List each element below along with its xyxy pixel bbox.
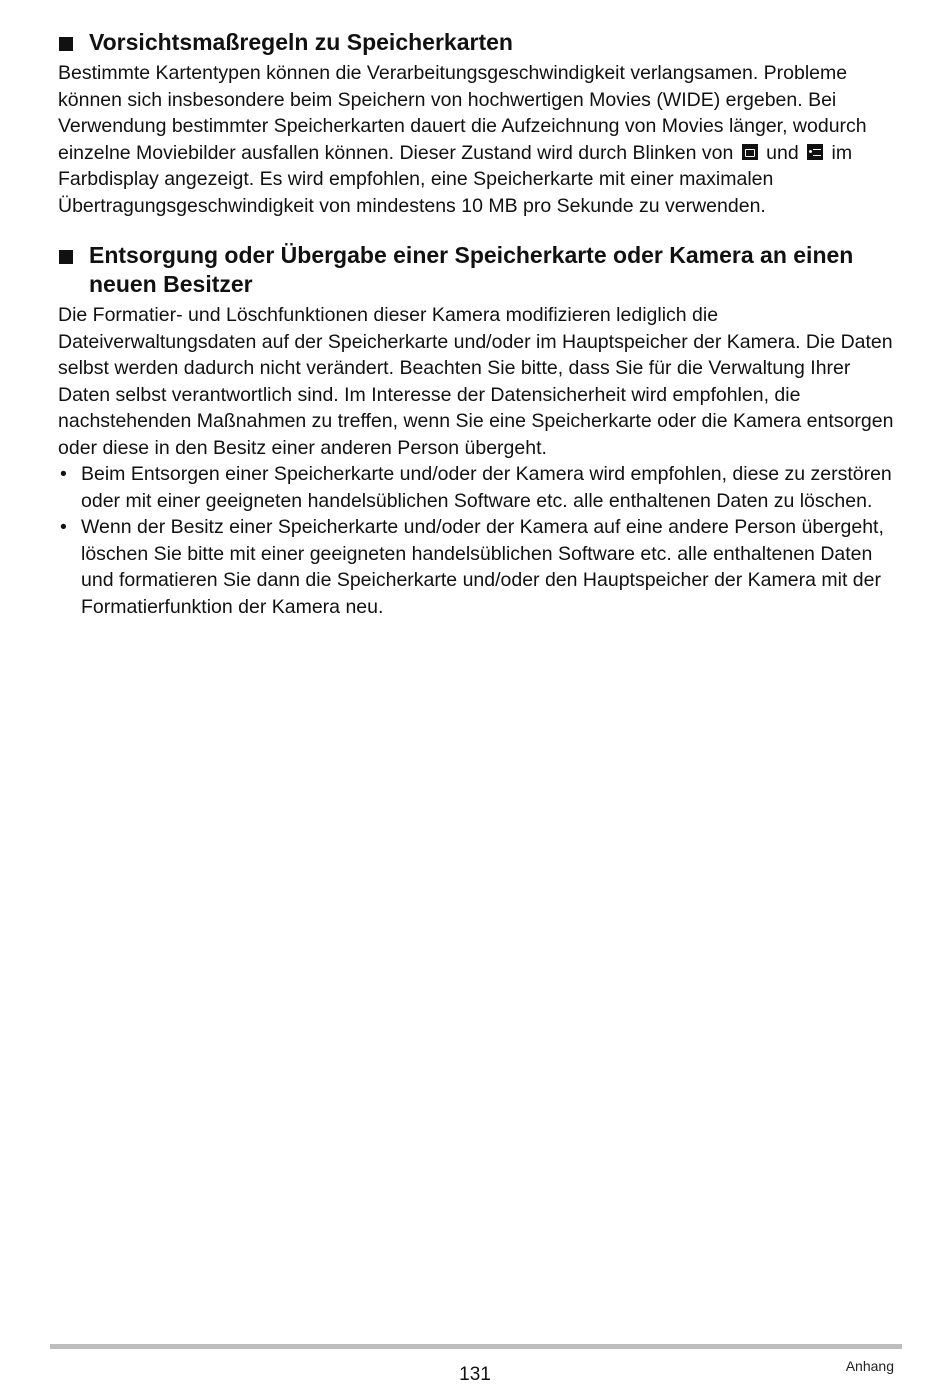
list-item-text: Beim Entsorgen einer Speicherkarte und/oder der Kamera wird empfohlen, diese zu zerstören oder mit einer geeigneten handelsüblichen Software etc. alle enthaltenen Daten zu löschen. xyxy=(81,463,892,512)
section-body: Die Formatier- und Löschfunktionen dieser Kamera modifizieren lediglich die Dateiverwaltungsdaten auf der Speicherkarte und/oder im Hauptspeicher der Kamera. Die Daten selbst werden dadurch nicht verändert. Beachten Sie bitte, dass Sie für die Verwaltung Ihrer Daten selbst verantwortlich sind. Im Interesse der Datensicherheit wird empfohlen, die nachstehenden Maßnahmen zu treffen, wenn Sie eine Speicherkarte oder die Kamera entsorgen oder diese in den Besitz einer anderen Person übergeht. xyxy=(58,304,894,459)
page-content xyxy=(58,28,898,620)
section-disposal-transfer xyxy=(58,241,898,620)
rec-icon xyxy=(807,144,823,160)
square-bullet-icon xyxy=(59,37,73,51)
section-body xyxy=(58,60,898,219)
section-heading xyxy=(58,28,898,57)
list-item xyxy=(58,461,898,514)
section-heading-text: Vorsichtsmaßregeln zu Speicherkarten xyxy=(89,29,513,55)
list-item-text: Wenn der Besitz einer Speicherkarte und/oder der Kamera auf eine andere Person übergeht, löschen Sie bitte mit einer geeigneten handelsüblichen Software etc. alle enthaltenen Daten und formatieren Sie dann die Speicherkarte und/oder den Hauptspeicher der Kamera mit der Formatierfunktion der Kamera neu. xyxy=(81,516,884,618)
body-text-part1: Bestimmte Kartentypen können die Verarbeitungsgeschwindigkeit verlangsamen. Probleme können sich insbesondere beim Speichern von hochwertigen Movies (WIDE) ergeben. Bei Verwendung bestimmter Speicherkarten dauert die Aufzeichnung von Movies länger, wodurch einzelne Moviebilder ausfallen können. Dieser Zustand wird durch Blinken von xyxy=(58,62,867,164)
list-item xyxy=(58,514,898,620)
section-heading xyxy=(58,241,898,299)
section-memory-card-precautions xyxy=(58,28,898,219)
body-text-part3: im Farbdisplay angezeigt. Es wird empfohlen, eine Speicherkarte mit einer maximalen Übertragungsgeschwindigkeit von mindestens 10 MB pro Sekunde zu verwenden. xyxy=(58,141,853,217)
bullet-dot: • xyxy=(60,463,67,485)
footer-section-name: Anhang xyxy=(845,1358,894,1374)
square-bullet-icon xyxy=(59,250,73,264)
footer-divider xyxy=(50,1344,902,1349)
bullet-dot: • xyxy=(60,516,67,538)
movie-mode-icon xyxy=(742,144,758,160)
section-heading-text: Entsorgung oder Übergabe einer Speicherkarte oder Kamera an einen neuen Besitzer xyxy=(89,242,854,297)
bullet-list xyxy=(58,461,898,620)
body-text-part2: und xyxy=(766,141,799,164)
page-number: 131 xyxy=(459,1364,491,1385)
